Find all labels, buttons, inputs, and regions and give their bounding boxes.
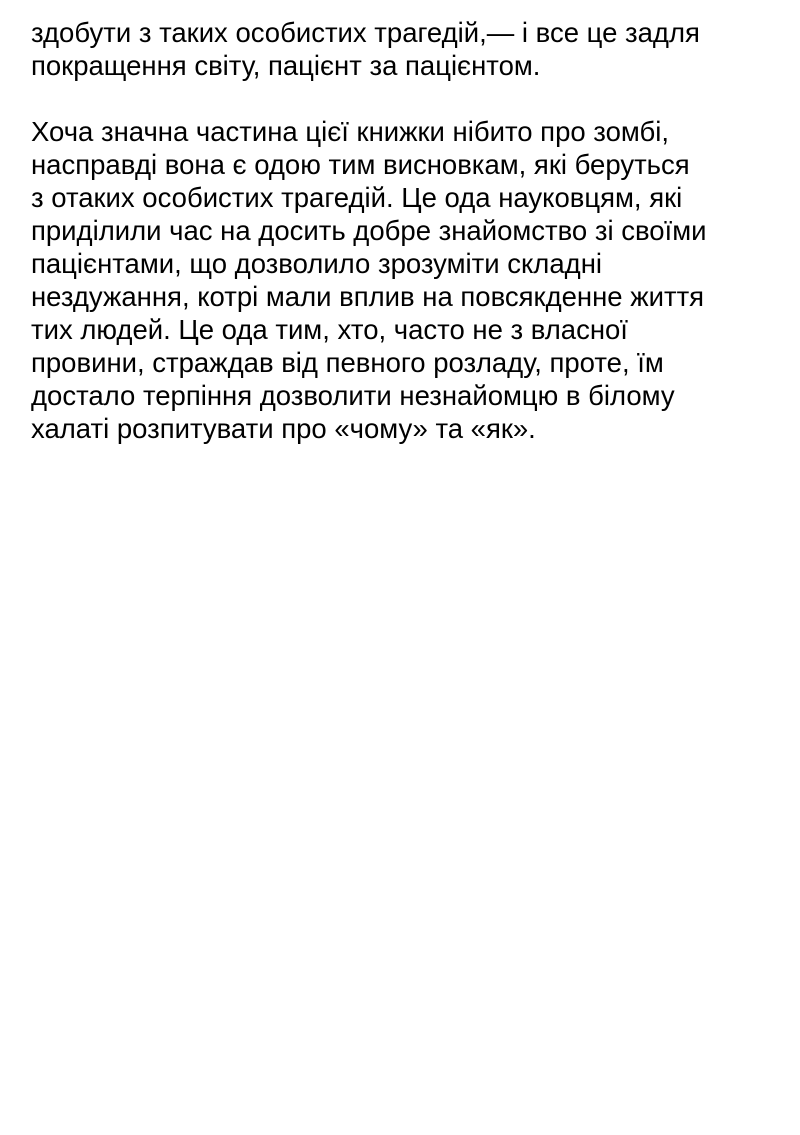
text-line: приділили час на досить добре знайомство зі своїми — [31, 215, 707, 246]
text-line: з отаких особистих трагедій. Це ода науковцям, які — [31, 182, 683, 213]
text-line: провини, страждав від певного розладу, проте, їм — [31, 347, 664, 378]
paragraph-2 — [31, 115, 791, 445]
body-text — [31, 16, 791, 445]
paragraph-1 — [31, 16, 791, 82]
text-line: здобути з таких особистих трагедій,— і все це задля — [31, 17, 700, 48]
text-line: пацієнтами, що дозволило зрозуміти складні — [31, 248, 602, 279]
text-line: халаті розпитувати про «чому» та «як». — [31, 413, 536, 444]
text-line: покращення світу, пацієнт за пацієнтом. — [31, 50, 541, 81]
text-line: насправді вона є одою тим висновкам, які беруться — [31, 149, 690, 180]
text-line: тих людей. Це ода тим, хто, часто не з власної — [31, 314, 628, 345]
text-line: достало терпіння дозволити незнайомцю в білому — [31, 380, 675, 411]
text-line: Хоча значна частина цієї книжки нібито про зомбі, — [31, 116, 669, 147]
text-line: нездужання, котрі мали вплив на повсякденне життя — [31, 281, 705, 312]
